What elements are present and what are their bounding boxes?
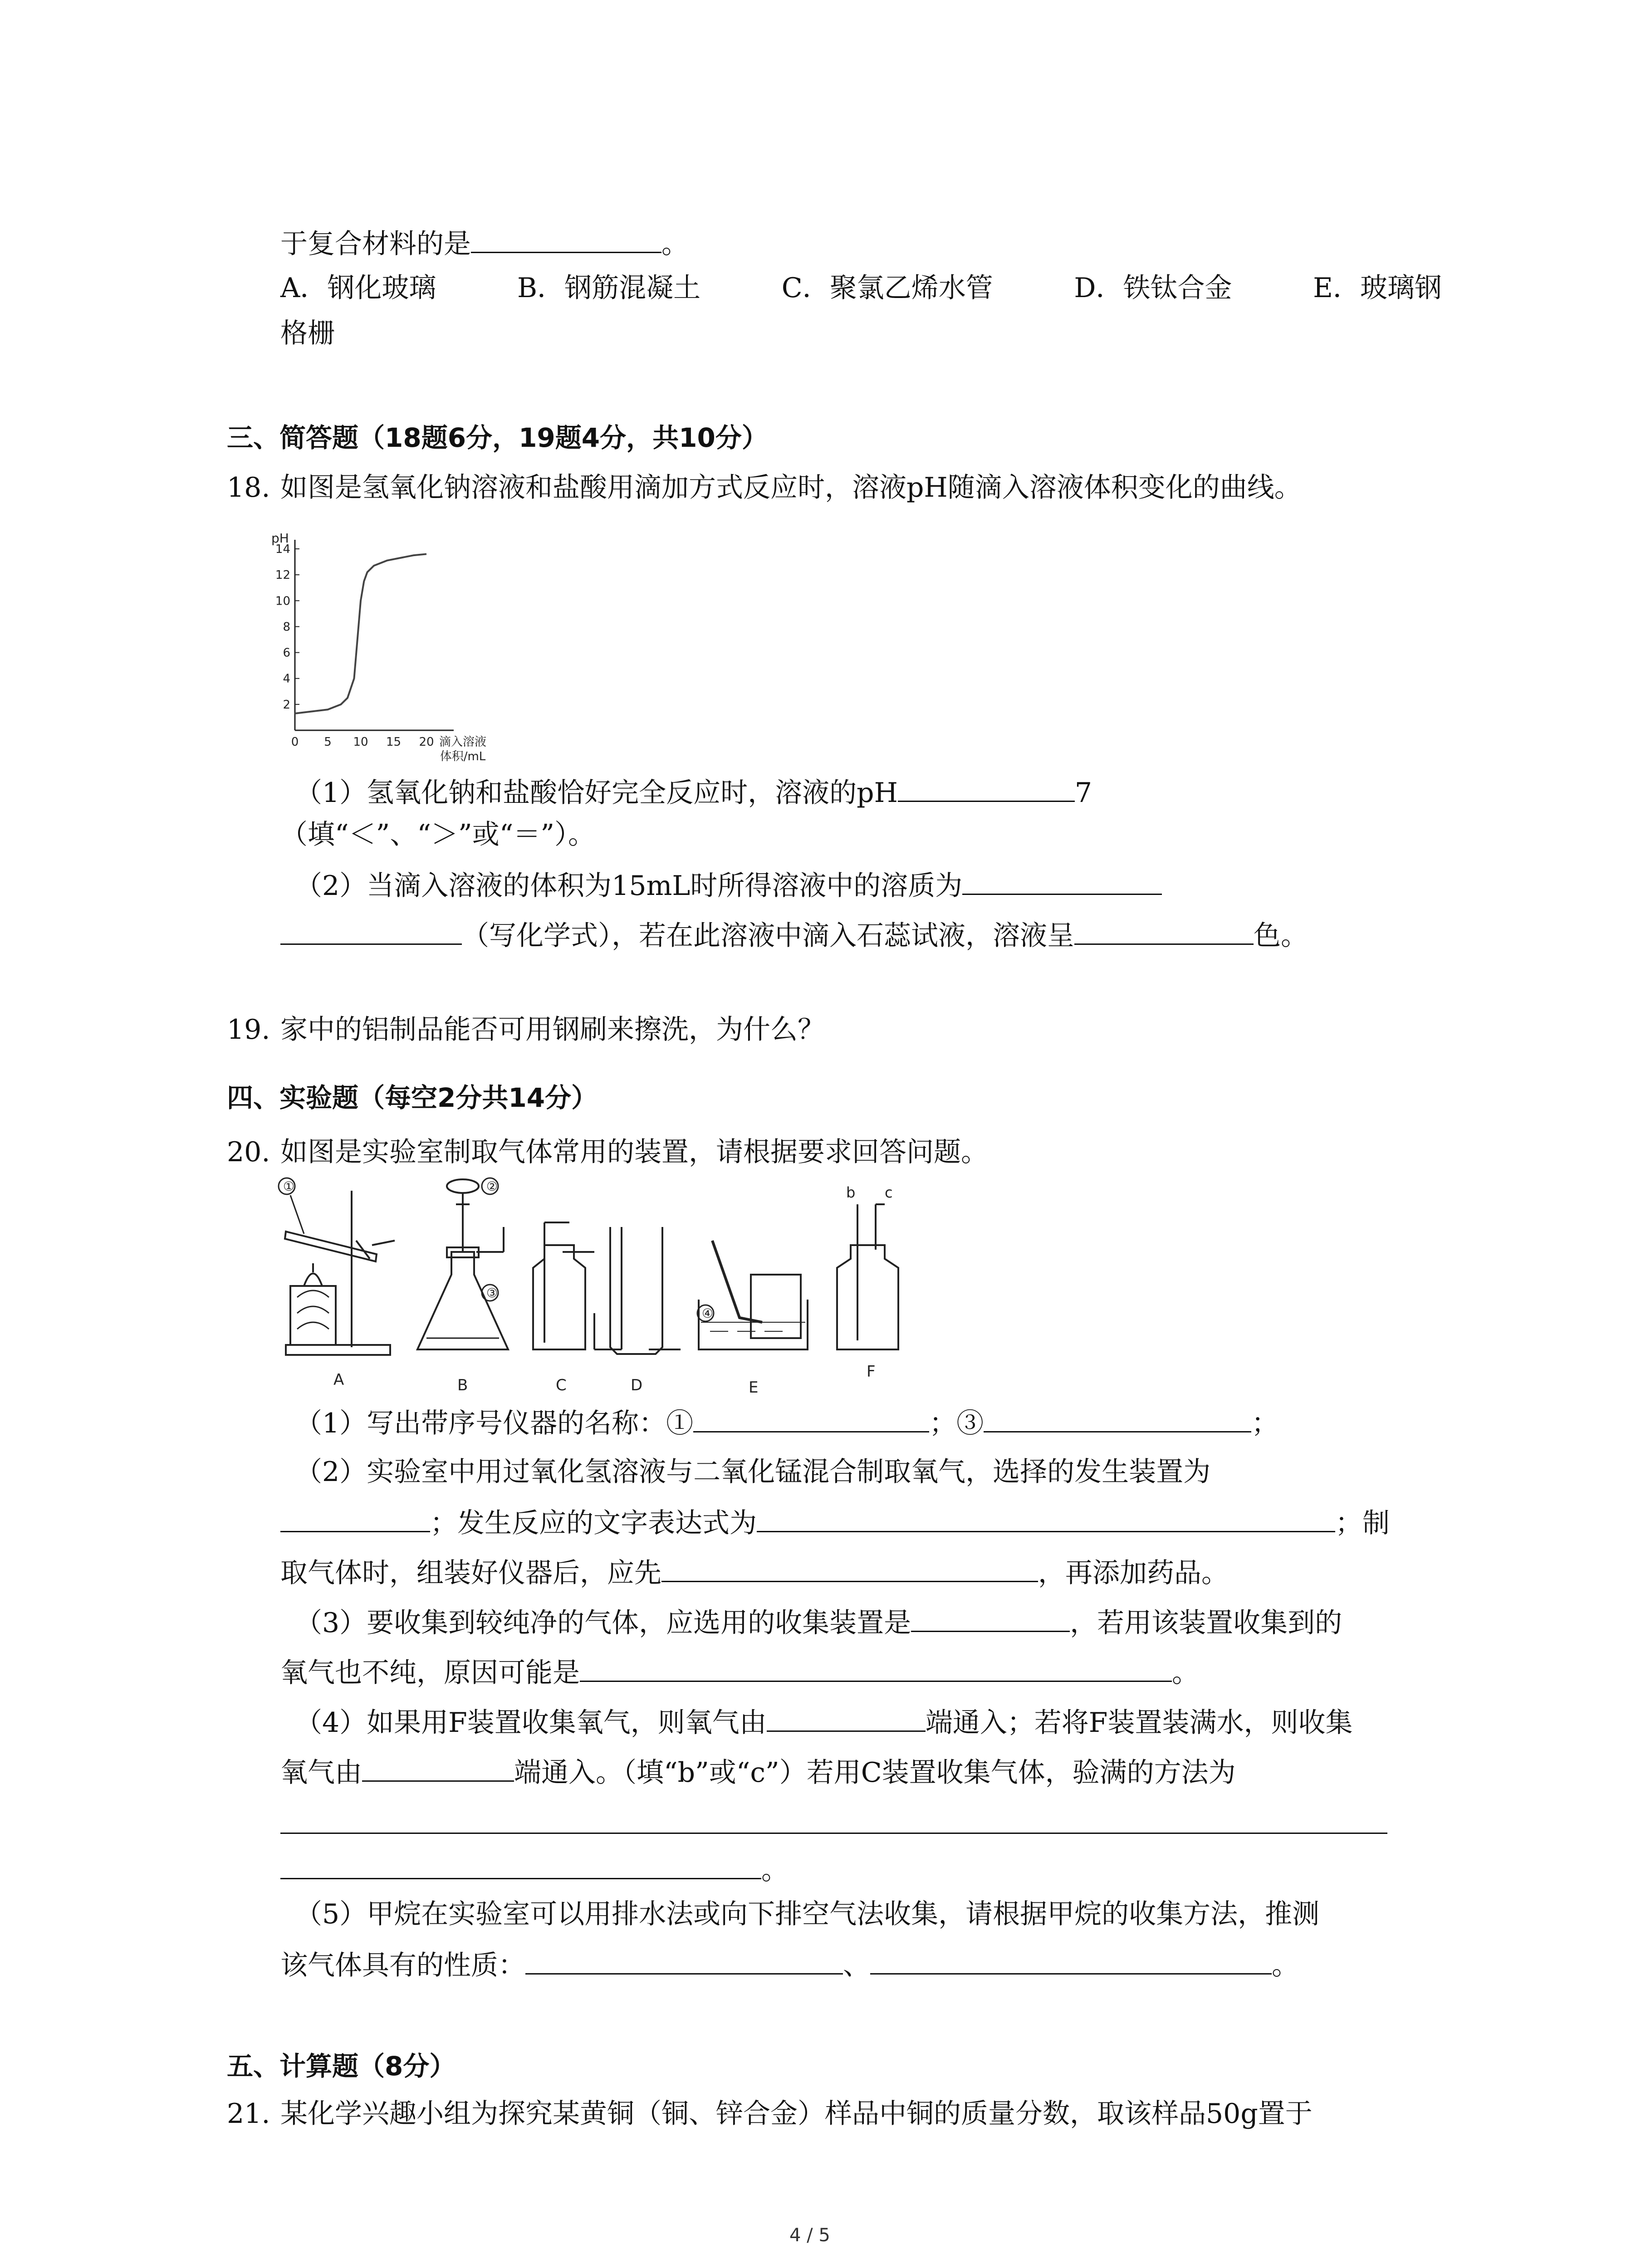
section-heading-4: 四、实验题（每空2分共14分） bbox=[227, 1082, 598, 1113]
port-b-label: b bbox=[846, 1184, 856, 1201]
q20-full-check-blank-2[interactable] bbox=[280, 1851, 761, 1879]
q18-ph-blank[interactable] bbox=[898, 773, 1075, 802]
q17-text-line: 于复合材料的是 。 bbox=[280, 225, 689, 262]
x-tick-label: 20 bbox=[419, 735, 434, 749]
apparatus-b bbox=[417, 1178, 508, 1394]
section-heading-5: 五、计算题（8分） bbox=[227, 2051, 456, 2082]
x-tick-label: 0 bbox=[291, 735, 299, 749]
label-b: B bbox=[457, 1376, 468, 1394]
q20-port-blank-2[interactable] bbox=[362, 1753, 514, 1782]
q17-answer-blank[interactable] bbox=[471, 225, 661, 253]
q20-equation-blank[interactable] bbox=[757, 1504, 1335, 1532]
q18-sub2: （2）当滴入溶液的体积为15mL时所得溶液中的溶质为 bbox=[295, 866, 1162, 904]
x-axis-label-line2: 体积/mL bbox=[440, 750, 486, 763]
q20-property-blank-1[interactable] bbox=[525, 1946, 843, 1975]
q20-sub3-line1: （3）要收集到较纯净的气体，应选用的收集装置是 ，若用该装置收集到的 bbox=[295, 1603, 1342, 1641]
q20-full-check-blank-1[interactable] bbox=[280, 1833, 1387, 1834]
q20-sub2-line3: 取气体时，组装好仪器后，应先 ，再添加药品。 bbox=[280, 1554, 1229, 1591]
q18-stem: 如图是氢氧化钠溶液和盐酸用滴加方式反应时，溶液pH随滴入溶液体积变化的曲线。 bbox=[280, 472, 1302, 503]
q20-sub1: （1）写出带序号仪器的名称：① ；③ ； bbox=[295, 1404, 1279, 1442]
q20-stem: 如图是实验室制取气体常用的装置，请根据要求回答问题。 bbox=[280, 1136, 988, 1168]
q20-check-blank[interactable] bbox=[661, 1554, 1038, 1582]
ph-curve-line bbox=[295, 554, 426, 713]
apparatus-f bbox=[837, 1184, 898, 1381]
q18-number: 18. bbox=[227, 472, 270, 503]
q20-sub5-line2: 该气体具有的性质： 、 。 bbox=[280, 1946, 1299, 1984]
apparatus-e bbox=[697, 1241, 808, 1397]
label-a: A bbox=[333, 1371, 344, 1389]
page-number: 4 / 5 bbox=[789, 2225, 830, 2246]
x-axis-label-line1: 滴入溶液 bbox=[439, 735, 487, 749]
marker-4: ④ bbox=[702, 1306, 714, 1321]
q18-sub1: （1）氢氧化钠和盐酸恰好完全反应时，溶液的pH 7 bbox=[295, 773, 1092, 811]
label-e: E bbox=[749, 1378, 759, 1397]
q20-number: 20. bbox=[227, 1136, 270, 1168]
q20-sub2-line2: ；发生反应的文字表达式为 ；制 bbox=[280, 1504, 1390, 1541]
apparatus-d bbox=[594, 1227, 681, 1394]
q19-number: 19. bbox=[227, 1014, 270, 1046]
q18-solute-blank-2[interactable] bbox=[280, 916, 462, 945]
y-tick-label: 14 bbox=[275, 543, 290, 556]
q19-text: 家中的铝制品能否可用钢刷来擦洗，为什么？ bbox=[280, 1014, 825, 1046]
q20-collector-blank[interactable] bbox=[911, 1603, 1070, 1632]
y-tick-label: 10 bbox=[275, 594, 290, 608]
q17-prompt: 于复合材料的是 bbox=[280, 228, 471, 260]
x-tick-label: 5 bbox=[324, 735, 332, 749]
marker-3: ③ bbox=[486, 1286, 498, 1300]
label-f: F bbox=[867, 1363, 876, 1381]
q20-sub3-line2: 氧气也不纯，原因可能是 。 bbox=[280, 1653, 1199, 1691]
ph-curve-chart bbox=[268, 517, 522, 771]
q20-blank-3[interactable] bbox=[984, 1404, 1251, 1432]
q20-generator-blank[interactable] bbox=[280, 1504, 430, 1532]
y-tick-label: 4 bbox=[283, 672, 290, 686]
apparatus-c bbox=[533, 1222, 594, 1394]
q17-options bbox=[280, 270, 1442, 306]
y-tick-label: 8 bbox=[283, 620, 290, 634]
q20-sub4-line4: 。 bbox=[280, 1851, 789, 1888]
q20-property-blank-2[interactable] bbox=[870, 1946, 1272, 1975]
q18-solute-blank-1[interactable] bbox=[962, 866, 1162, 895]
x-tick-label: 15 bbox=[386, 735, 402, 749]
port-c-label: c bbox=[885, 1184, 893, 1201]
q17-option-e-wrap: 格栅 bbox=[280, 318, 335, 349]
marker-1: ① bbox=[283, 1179, 295, 1194]
q17-option-d[interactable]: D．铁钛合金 bbox=[1074, 272, 1232, 304]
y-tick-label: 6 bbox=[283, 646, 290, 660]
q17-option-e[interactable]: E．玻璃钢 bbox=[1313, 272, 1442, 304]
apparatus-figure bbox=[277, 1177, 966, 1408]
section-heading-3: 三、简答题（18题6分，19题4分，共10分） bbox=[227, 422, 768, 453]
y-axis-label: pH bbox=[271, 531, 289, 546]
q18-color-blank[interactable] bbox=[1074, 916, 1254, 945]
q21-text: 某化学兴趣小组为探究某黄铜（铜、锌合金）样品中铜的质量分数，取该样品50g置于 bbox=[280, 2098, 1313, 2130]
y-tick-label: 2 bbox=[283, 698, 290, 712]
q21-number: 21. bbox=[227, 2098, 270, 2130]
q17-option-c[interactable]: C．聚氯乙烯水管 bbox=[781, 272, 993, 304]
marker-2: ② bbox=[486, 1179, 498, 1194]
q17-option-b[interactable]: B．钢筋混凝土 bbox=[517, 272, 701, 304]
q20-reason-blank[interactable] bbox=[580, 1653, 1172, 1682]
label-d: D bbox=[631, 1376, 643, 1394]
apparatus-a bbox=[279, 1178, 395, 1389]
q20-sub2-line1: （2）实验室中用过氧化氢溶液与二氧化锰混合制取氧气，选择的发生装置为 bbox=[295, 1456, 1211, 1488]
label-c: C bbox=[556, 1376, 567, 1394]
q18-sub2-line2: （写化学式），若在此溶液中滴入石蕊试液，溶液呈 色。 bbox=[280, 916, 1308, 954]
q17-option-a[interactable]: A．钢化玻璃 bbox=[280, 272, 436, 304]
q20-port-blank-1[interactable] bbox=[767, 1703, 926, 1732]
q20-blank-1[interactable] bbox=[693, 1404, 929, 1432]
x-tick-label: 10 bbox=[353, 735, 368, 749]
q20-sub5-line1: （5）甲烷在实验室可以用排水法或向下排空气法收集，请根据甲烷的收集方法，推测 bbox=[295, 1898, 1320, 1930]
q18-sub1-hint: （填“＜”、“＞”或“＝”）。 bbox=[280, 819, 596, 850]
q20-sub4-line1: （4）如果用F装置收集氧气，则氧气由 端通入；若将F装置装满水，则收集 bbox=[295, 1703, 1352, 1741]
y-tick-label: 12 bbox=[275, 568, 290, 582]
q20-sub4-line2: 氧气由 端通入。（填“b”或“c”）若用C装置收集气体，验满的方法为 bbox=[280, 1753, 1236, 1791]
